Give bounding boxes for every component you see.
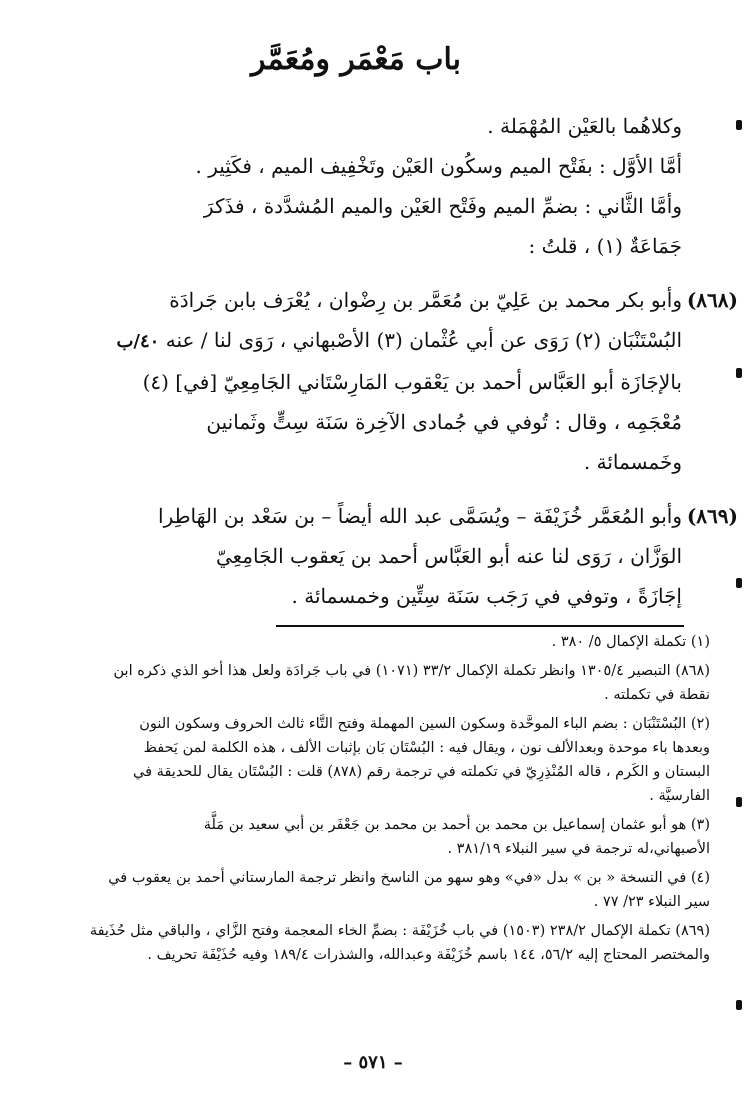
- footnote: [30, 866, 710, 914]
- footnote-divider: [276, 625, 684, 627]
- intro-line: جَمَاعَةٌ (١) ، قلتُ :: [528, 234, 682, 258]
- entry-line: وخَمسمائة .: [583, 450, 682, 474]
- intro-line: وأمَّا الثَّاني : بضمِّ الميم وفَتْح العَيْن والميم المُشدَّدة ، فذَكرَ: [203, 194, 682, 218]
- entry-number: (٨٦٩): [686, 504, 738, 528]
- entry-line: الوَزَّان ، رَوَى لنا عنه أبو العَبَّاس أحمد بن يَعقوب الجَامِعِيّ: [215, 544, 682, 568]
- entry-868: [30, 280, 738, 482]
- entry-line: وأبو المُعَمَّر خُزَيْفَة – ويُسَمَّى عبد الله أيضاً – بن سَعْد بن الهَاطِرا: [158, 504, 682, 528]
- entry-number: (٨٦٨): [686, 288, 738, 312]
- intro-block: [30, 106, 682, 266]
- entry-line: [30, 320, 682, 362]
- footnote: [30, 919, 710, 967]
- footnote-line: الفارسيَّة .: [649, 788, 710, 804]
- footnote-line: الأصبهاني،له ترجمة في سير النبلاء ٣٨١/١٩ .: [447, 841, 710, 857]
- footnote-line: (٨٦٨) التبصير ١٣٠٥/٤ وانظر تكملة الإكمال ٣٣/٢ (١٠٧١) في باب جَرادَة ولعل هذا أخو الذي ذكره ابن: [113, 663, 710, 679]
- footnote-line: البستان و الكَرم ، قاله المُنْذِرِيّ في تكملته في ترجمة رقم (٨٧٨) قلت : البُسْتَان يقال للحديقة في: [133, 764, 710, 780]
- footnote-line: (١) تكملة الإكمال ٥/ ٣٨٠ .: [551, 634, 710, 650]
- footnote: [30, 659, 710, 707]
- footnote: [30, 712, 710, 808]
- page-number: – ٥٧١ –: [343, 1052, 403, 1073]
- entry-line: إجَازَةً ، وتوفي في رَجَب سَنَة سِتِّين وخمسمائة .: [291, 584, 682, 608]
- folio-marker: ٤٠/ب: [116, 331, 160, 352]
- intro-line: وكلاهُما بالعَيْن المُهْمَلة .: [487, 114, 682, 138]
- scan-edge-mark: [736, 578, 742, 588]
- scan-edge-mark: [736, 368, 742, 378]
- scan-edge-mark: [736, 120, 742, 130]
- chapter-heading: باب مَعْمَر ومُعَمَّر: [251, 42, 461, 77]
- footnote-line: نقطة في تكملته .: [604, 687, 710, 703]
- intro-line: أمَّا الأوَّل : بفَتْح الميم وسكُون العَيْن وتَخْفِيف الميم ، فكَثِير .: [195, 154, 682, 178]
- entry-line: بالإجَازَة أبو العَبَّاس أحمد بن يَعْقوب المَارِسْتَاني الجَامِعِيّ [في] (٤): [142, 370, 682, 394]
- entry-line: مُعْجَمِه ، وقال : تُوفي في جُمادى الآخِرة سَنَة سِتٍّ وثَمانين: [206, 410, 682, 434]
- footnote-line: (٢) البُسْتَنْبَان : بضم الباء الموحَّدة وسكون السين المهملة وفتح التَّاء ثالث الحروف وسكون النون: [139, 716, 710, 732]
- entry-line: وأبو بكر محمد بن عَلِيّ بن مُعَمَّر بن رِضْوان ، يُعْرَف بابن جَرادَة: [169, 288, 682, 312]
- footnote-line: وبعدها باء موحدة وبعدالألف نون ، ويقال فيه : البُسْتَان بَان بإثبات الألف ، هذه الكلمة لمن يَحفظ: [143, 740, 710, 756]
- footnote-line: (٨٦٩) تكملة الإكمال ٢٣٨/٢ (١٥٠٣) في باب خُزَيْفَة : بضمِّ الخاء المعجمة وفتح الزَّاي ، والباقي مثل حُذَيفة: [89, 923, 710, 939]
- footnote: [30, 630, 710, 654]
- footnotes: [30, 630, 710, 972]
- footnote-line: سير النبلاء ٢٣/ ٧٧ .: [593, 894, 710, 910]
- entry-line-text: البُسْتَنْبَان (٢) رَوَى عن أبي عُثْمان (٣) الأصْبهاني ، رَوَى لنا / عنه: [165, 328, 682, 352]
- footnote-line: والمختصر المحتاج إليه ٥٦/٢، ١٤٤ باسم خُزَيْفَة وعبدالله، والشذرات ١٨٩/٤ وفيه حُذَيْفَة تحريف .: [147, 947, 710, 963]
- footnote-line: (٣) هو أبو عثمان إسماعيل بن محمد بن أحمد بن محمد بن جَعْفَر بن أبي سعيد بن مَلَّة: [203, 817, 710, 833]
- scan-edge-mark: [736, 1000, 742, 1010]
- entry-869: [30, 496, 738, 616]
- footnote-line: (٤) في النسخة « بن » بدل «في» وهو سهو من الناسخ وانظر ترجمة المارستاني أحمد بن يعقوب في: [108, 870, 710, 886]
- scan-edge-mark: [736, 797, 742, 807]
- footnote: [30, 813, 710, 861]
